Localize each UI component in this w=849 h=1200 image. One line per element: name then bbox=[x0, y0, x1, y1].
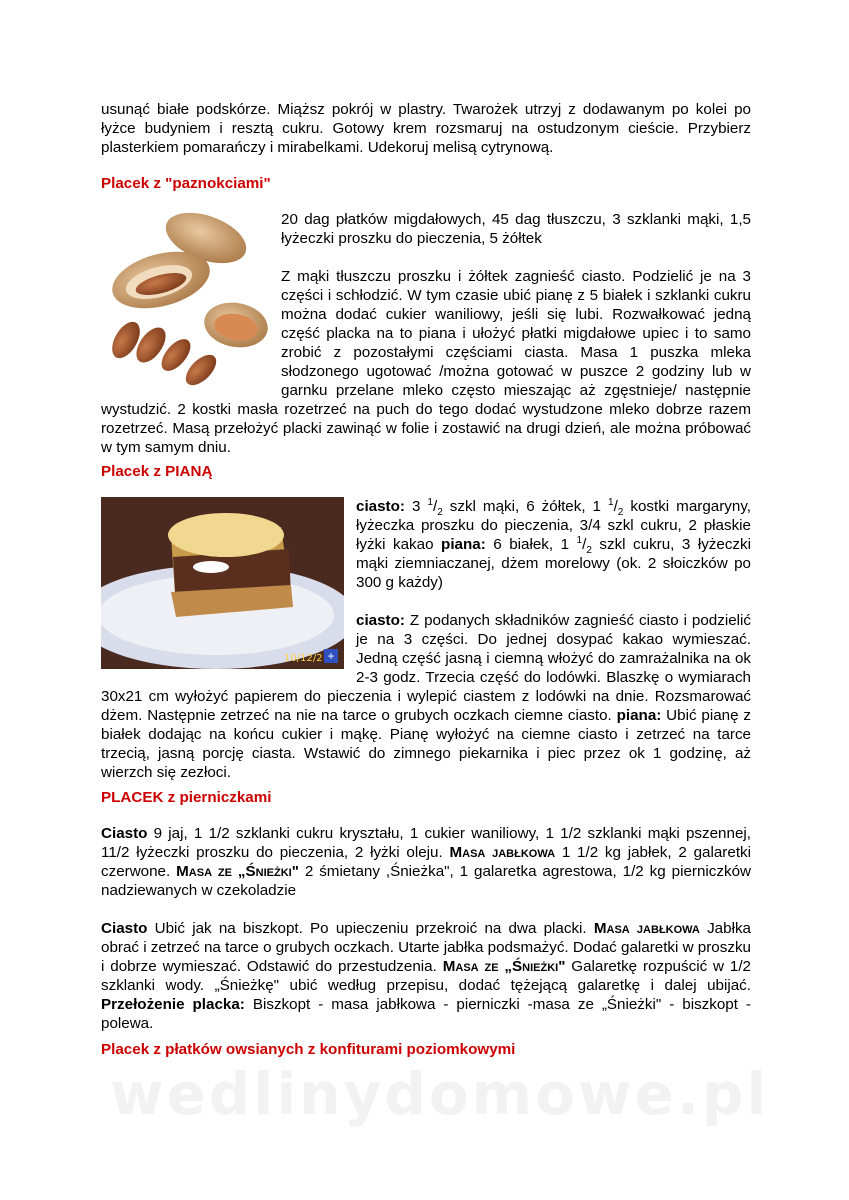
recipe1-ingredients: 20 dag płatków migdałowych, 45 dag tłuszczu, 3 szklanki mąki, 1,5 łyżeczki proszku do pieczenia, 5 żółtek bbox=[281, 211, 751, 247]
recipe-title-piana: Placek z PIANĄ bbox=[101, 463, 213, 480]
cake-photo bbox=[101, 497, 344, 669]
recipe-title-owsiane: Placek z płatków owsianych z konfiturami poziomkowymi bbox=[101, 1041, 516, 1058]
recipe1-method: Z mąki tłuszczu proszku i żółtek zagnieść ciasto. Podzielić je na 3 części i schłodzić. W tym czasie ubić pianę z 5 białek i szklanki cukru można dodać cukier waniliowy, jeśli się lubi. Rozwałkować jedną część placka na to piana i ułożyć płatki migdałowe upiec i to samo zrobić z pozostałymi częściami ciasta. Masa 1 puszka mleka słodzonego ugotować /można gotować w puszce 2 godziny lub w garnku przelane mleko często mieszając aż zgęstnieje/ następnie wystudzić. 2 kostki masła rozetrzeć na puch do tego dodać wystudzone mleko dobrze razem rozetrzeć. Masą przełożyć placki zawinąć w folie i zostawić na drugi dzień, ale można próbować w tym samym dniu. bbox=[101, 268, 751, 456]
recipe3-ingredients: Ciasto 9 jaj, 1 1/2 szklanki cukru kryształu, 1 cukier waniliowy, 1 1/2 szklanki mąki pszennej, 11/2 łyżeczki proszku do pieczenia, 2 łyżki oleju. Masa jabłkowa 1 1/2 kg jabłek, 2 galaretki czerwone. Masa ze „Śnieżki" 2 śmietany ,Śnieżka", 1 galaretka agrestowa, 1/2 kg pierniczków nadziewanych w czekoladzie bbox=[101, 825, 752, 899]
recipe-title-paznokcie: Placek z "paznokciami" bbox=[101, 175, 271, 192]
photo-zoom-icon[interactable]: + bbox=[324, 649, 338, 663]
intro-paragraph: usunąć białe podskórze. Miąższ pokrój w plastry. Twarożek utrzyj z dodawanym po kolei po łyżce budyniem i resztą cukru. Gotowy krem rozsmaruj na ostudzonym cieście. Przybierz plasterkiem pomarańczy i mirabelkami. Udekoruj melisą cytrynową. bbox=[101, 101, 751, 156]
site-watermark: wedlinydomowe.pl bbox=[110, 1060, 770, 1128]
almonds-icon bbox=[101, 210, 269, 400]
recipe-title-pierniczki: PLACEK z pierniczkami bbox=[101, 789, 272, 806]
almonds-image bbox=[101, 210, 269, 400]
recipe2-method: ciasto: Z podanych składników zagnieść ciasto i podzielić je na 3 części. Do jednej dosypać kakao wymieszać. Jedną część jasną i ciemną włożyć do zamrażalnika na ok 2-3 godz. Trzecia część do lodówki. Blaszkę o wymiarach 30x21 cm wyłożyć papierem do pieczenia i wylepić ciastem z lodówki na dnie. Rozsmarować dżem. Następnie zetrzeć na nie na tarce o grubych oczkach ciemne ciasto. piana: Ubić pianę z białek dodając na końcu cukier i mąkę. Pianę wyłożyć na ciemne ciasto i zetrzeć na tarce trzecią, jasną porcję ciasta. Wstawić do zimnego piekarnika i piec przez ok 1 godzinę, aż wierzch się zezłoci. bbox=[101, 612, 751, 781]
recipe2-ingredients: ciasto: 3 $^1/_2$ szkl mąki, 6 żółtek, 1 $^1/_2$ kostki margaryny, łyżeczka proszku do pieczenia, 3/4 szkl cukru, 2 płaskie łyżki kakao piana: 6 białek, 1 $^1/_2$ szkl cukru, 3 łyżeczki mąki ziemniaczanej, dżem morelowy (ok. 2 słoiczków po 300 g każdy) bbox=[356, 496, 752, 591]
photo-date-stamp: 10/12/2 bbox=[284, 653, 323, 664]
recipe3-method: Ciasto Ubić jak na biszkopt. Po upieczeniu przekroić na dwa placki. Masa jabłkowa Jabłka obrać i zetrzeć na tarce o grubych oczkach. Utarte jabłka podsmażyć. Dodać galaretki w proszku i dobrze wymieszać. Odstawić do przestudzenia. Masa ze „Śnieżki" Galaretkę rozpuścić w 1/2 szklanki wody. „Śnieżkę" ubić według przepisu, dodać tężejącą galaretkę i dalej ubijać. Przełożenie placka: Biszkopt - masa jabłkowa - pierniczki -masa ze „Śnieżki" - biszkopt - polewa. bbox=[101, 920, 752, 1032]
